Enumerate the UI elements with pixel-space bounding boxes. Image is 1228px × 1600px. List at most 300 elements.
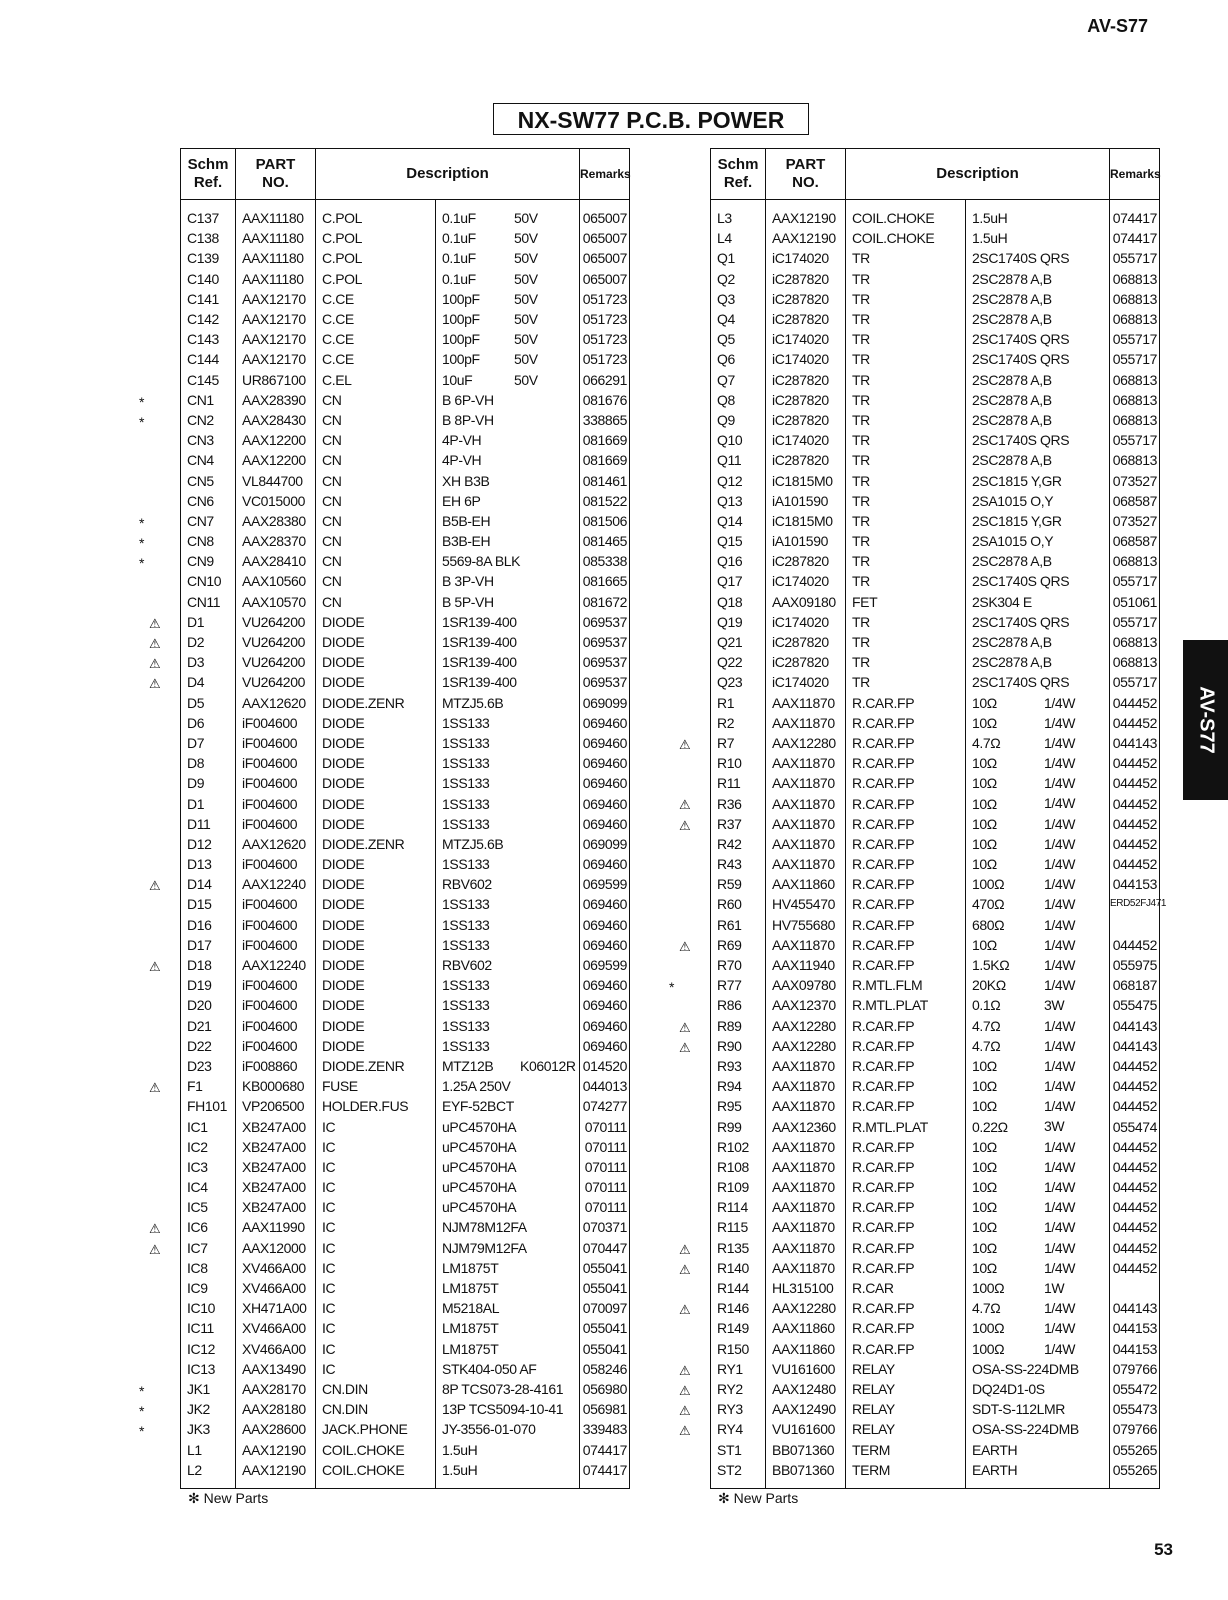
cell-remarks: 069537: [580, 612, 630, 632]
cell-description: R.CAR.FP: [846, 935, 966, 955]
cell-ref: [711, 1116, 766, 1136]
spec-text: 10Ω: [972, 1199, 997, 1216]
cell-ref: [679, 935, 766, 955]
ref-text: IC12: [187, 1340, 215, 1357]
spec-text: 1SS133: [442, 815, 490, 832]
table-row: [711, 430, 1160, 450]
cell-ref: [711, 370, 766, 390]
table-row: [711, 1217, 1160, 1237]
ref-text: Q22: [717, 654, 743, 671]
table-row: [181, 1116, 630, 1136]
rating-text: 50V: [514, 250, 538, 267]
cell-remarks: 065007: [580, 248, 630, 268]
ref-text: C139: [187, 250, 219, 267]
spec-text: 1SR139-400: [442, 654, 517, 671]
cell-part-no: iA101590: [766, 491, 846, 511]
spec-text: 100pF: [442, 331, 480, 348]
cell-description: TR: [846, 349, 966, 369]
table-row: [181, 753, 630, 773]
spec-text: 1SS133: [442, 1017, 490, 1034]
ref-text: Q8: [717, 391, 735, 408]
cell-part-no: VU264200: [236, 652, 316, 672]
cell-description: TR: [846, 531, 966, 551]
cell-description: DIODE.ZENR: [316, 834, 436, 854]
cell-spec: [966, 693, 1110, 713]
cell-remarks: 065007: [580, 269, 630, 289]
spec-text: 10Ω: [972, 1158, 997, 1175]
ref-text: IC3: [187, 1158, 208, 1175]
cell-part-no: iF004600: [236, 793, 316, 813]
ref-text: Q14: [717, 512, 743, 529]
cell-spec: [966, 1177, 1110, 1197]
cell-spec: [966, 1399, 1110, 1419]
cell-description: IC: [316, 1217, 436, 1237]
table-header: [711, 149, 1160, 200]
ref-text: D8: [187, 755, 205, 772]
table-row: [181, 773, 630, 793]
cell-spec: [436, 531, 580, 551]
spec-text: M5218AL: [442, 1300, 500, 1317]
ref-text: RY4: [717, 1421, 743, 1438]
cell-remarks: 044143: [1110, 1298, 1160, 1318]
table-row: [711, 200, 1160, 229]
table-row: [181, 693, 630, 713]
spec-text: uPC4570HA: [442, 1199, 517, 1216]
cell-remarks: 056980: [580, 1379, 630, 1399]
cell-ref: [679, 1379, 766, 1399]
cell-description: CN: [316, 531, 436, 551]
table-row: [181, 1016, 630, 1036]
cell-spec: [436, 793, 580, 813]
cell-remarks: 070111: [580, 1157, 630, 1177]
cell-description: IC: [316, 1157, 436, 1177]
cell-spec: [436, 1016, 580, 1036]
cell-ref: [181, 200, 236, 229]
cell-remarks: 055717: [1110, 329, 1160, 349]
cell-remarks: 055475: [1110, 995, 1160, 1015]
cell-ref: [181, 592, 236, 612]
cell-part-no: AAX11870: [766, 1056, 846, 1076]
cell-description: CN: [316, 551, 436, 571]
ref-text: D20: [187, 997, 212, 1014]
spec-text: 100Ω: [972, 1280, 1005, 1297]
spec-text: EH 6P: [442, 492, 481, 509]
cell-description: TR: [846, 491, 966, 511]
cell-spec: [436, 1318, 580, 1338]
cell-spec: [436, 1379, 580, 1399]
safety-warning-icon: ⚠: [149, 878, 161, 894]
spec-text: 2SK304 E: [972, 593, 1032, 610]
safety-warning-icon: ⚠: [679, 817, 691, 833]
cell-ref: [149, 1076, 236, 1096]
cell-description: COIL.CHOKE: [316, 1460, 436, 1489]
table-row: [181, 834, 630, 854]
cell-description: R.CAR.FP: [846, 854, 966, 874]
cell-part-no: AAX28430: [236, 410, 316, 430]
cell-description: RELAY: [846, 1399, 966, 1419]
cell-description: R.CAR.FP: [846, 1096, 966, 1116]
rating-text: 50V: [514, 371, 538, 388]
cell-spec: [436, 309, 580, 329]
table-row: [711, 1197, 1160, 1217]
cell-part-no: VU161600: [766, 1419, 846, 1439]
cell-ref: [679, 1016, 766, 1036]
cell-spec: [966, 672, 1110, 692]
ref-text: D16: [187, 916, 212, 933]
cell-part-no: AAX12000: [236, 1238, 316, 1258]
cell-description: CN: [316, 491, 436, 511]
cell-spec: [966, 1460, 1110, 1489]
cell-description: R.MTL.PLAT: [846, 995, 966, 1015]
ref-text: R69: [717, 936, 742, 953]
new-part-mark: *: [139, 555, 145, 572]
cell-description: C.CE: [316, 329, 436, 349]
table-row: [181, 793, 630, 813]
spec-text: MTZJ5.6B: [442, 694, 504, 711]
cell-ref: [679, 1298, 766, 1318]
table-row: [181, 975, 630, 995]
cell-remarks: 051723: [580, 289, 630, 309]
cell-description: R.CAR.FP: [846, 713, 966, 733]
cell-part-no: UR867100: [236, 370, 316, 390]
safety-warning-icon: ⚠: [679, 1423, 691, 1439]
cell-description: TR: [846, 248, 966, 268]
cell-remarks: 044153: [1110, 1318, 1160, 1338]
table-row: [711, 390, 1160, 410]
cell-description: R.CAR.FP: [846, 1217, 966, 1237]
cell-remarks: 068187: [1110, 975, 1160, 995]
cell-remarks: 070097: [580, 1298, 630, 1318]
spec-text: LM1875T: [442, 1280, 499, 1297]
table-row: [711, 793, 1160, 813]
cell-part-no: iC174020: [766, 329, 846, 349]
ref-text: JK2: [187, 1401, 210, 1418]
ref-text: R102: [717, 1138, 749, 1155]
table-row: [711, 894, 1160, 914]
spec-text: 4P-VH: [442, 432, 482, 449]
cell-part-no: AAX11870: [766, 935, 846, 955]
cell-part-no: iC174020: [766, 349, 846, 369]
rating-text: 1/4W: [1044, 1320, 1076, 1337]
table-row: [181, 511, 630, 531]
cell-part-no: AAX09780: [766, 975, 846, 995]
cell-remarks: 044452: [1110, 1137, 1160, 1157]
new-part-mark: *: [139, 1382, 145, 1399]
spec-text: 2SC2878 A,B: [972, 391, 1052, 408]
table-row: [181, 491, 630, 511]
table-row: [181, 733, 630, 753]
cell-remarks: 068813: [1110, 309, 1160, 329]
safety-warning-icon: ⚠: [679, 1261, 691, 1277]
cell-spec: [966, 511, 1110, 531]
table-row: [181, 289, 630, 309]
cell-remarks: 069460: [580, 733, 630, 753]
cell-ref: [711, 874, 766, 894]
ref-text: D22: [187, 1037, 212, 1054]
cell-part-no: AAX12190: [236, 1439, 316, 1459]
cell-ref: [711, 491, 766, 511]
cell-description: R.CAR.FP: [846, 1339, 966, 1359]
cell-part-no: AAX12240: [236, 955, 316, 975]
cell-part-no: HV755680: [766, 915, 846, 935]
cell-description: DIODE: [316, 753, 436, 773]
cell-spec: [966, 1217, 1110, 1237]
cell-remarks: 081669: [580, 450, 630, 470]
cell-description: R.MTL.PLAT: [846, 1116, 966, 1136]
cell-ref: [181, 248, 236, 268]
cell-spec: [966, 935, 1110, 955]
cell-description: R.CAR.FP: [846, 1298, 966, 1318]
cell-spec: [966, 1339, 1110, 1359]
spec-text: 4.7Ω: [972, 1017, 1001, 1034]
spec-text: NJM78M12FA: [442, 1219, 527, 1236]
table-row: [711, 511, 1160, 531]
table-row: [181, 995, 630, 1015]
ref-text: D1: [187, 613, 205, 630]
spec-text: 2SC2878 A,B: [972, 634, 1052, 651]
cell-description: IC: [316, 1116, 436, 1136]
cell-spec: [966, 632, 1110, 652]
table-row: [181, 592, 630, 612]
table-row: [181, 814, 630, 834]
table-row: [711, 874, 1160, 894]
cell-ref: [711, 571, 766, 591]
rating-text: 50V: [514, 310, 538, 327]
cell-spec: [436, 652, 580, 672]
cell-part-no: AAX12480: [766, 1379, 846, 1399]
rating-text: 50V: [514, 351, 538, 368]
cell-ref: [181, 854, 236, 874]
spec-text: STK404-050 AF: [442, 1360, 537, 1377]
cell-part-no: AAX11860: [766, 1318, 846, 1338]
cell-part-no: VU161600: [766, 1359, 846, 1379]
spec-text: 2SC1740S QRS: [972, 573, 1070, 590]
cell-description: TR: [846, 450, 966, 470]
cell-ref: [139, 1379, 236, 1399]
cell-ref: [181, 1116, 236, 1136]
cell-spec: [966, 612, 1110, 632]
spec-text: 2SC1740S QRS: [972, 674, 1070, 691]
cell-ref: [679, 814, 766, 834]
spec-text: XH B3B: [442, 472, 490, 489]
cell-remarks: 069460: [580, 854, 630, 874]
cell-description: TR: [846, 551, 966, 571]
cell-part-no: AAX11180: [236, 248, 316, 268]
cell-remarks: 044153: [1110, 874, 1160, 894]
cell-description: IC: [316, 1197, 436, 1217]
cell-remarks: 055265: [1110, 1460, 1160, 1489]
cell-spec: [966, 1379, 1110, 1399]
cell-spec: [966, 1258, 1110, 1278]
cell-part-no: AAX12190: [236, 1460, 316, 1489]
cell-remarks: 069537: [580, 672, 630, 692]
cell-remarks: 073527: [1110, 511, 1160, 531]
rating-text: 1W: [1044, 1279, 1065, 1296]
cell-remarks: 044452: [1110, 1217, 1160, 1237]
cell-ref: [149, 955, 236, 975]
cell-spec: [436, 1419, 580, 1439]
cell-remarks: 069537: [580, 652, 630, 672]
cell-ref: [711, 1177, 766, 1197]
table-row: [711, 1419, 1160, 1439]
cell-remarks: 055473: [1110, 1399, 1160, 1419]
cell-spec: [436, 1258, 580, 1278]
ref-text: D3: [187, 654, 205, 671]
table-row: [181, 1399, 630, 1419]
table-row: [711, 1036, 1160, 1056]
table-row: [711, 753, 1160, 773]
cell-remarks: 055717: [1110, 349, 1160, 369]
table-row: [181, 612, 630, 632]
ref-text: D9: [187, 775, 205, 792]
cell-remarks: 070111: [580, 1116, 630, 1136]
table-row: [181, 1036, 630, 1056]
cell-spec: [436, 975, 580, 995]
spec-text: 100pF: [442, 311, 480, 328]
ref-text: IC10: [187, 1300, 215, 1317]
new-part-mark: *: [139, 1403, 145, 1420]
spec-text: 1.5uH: [442, 1461, 478, 1478]
cell-spec: [966, 995, 1110, 1015]
ref-text: Q11: [717, 452, 742, 469]
cell-description: C.CE: [316, 289, 436, 309]
ref-text: R95: [717, 1098, 742, 1115]
cell-spec: [966, 228, 1110, 248]
cell-description: JACK.PHONE: [316, 1419, 436, 1439]
ref-text: Q18: [717, 593, 743, 610]
spec-text: 10Ω: [972, 1098, 997, 1115]
table-row: [181, 410, 630, 430]
cell-remarks: 055975: [1110, 955, 1160, 975]
cell-spec: [436, 592, 580, 612]
ref-text: Q1: [717, 250, 735, 267]
cell-ref: [711, 854, 766, 874]
ref-text: C138: [187, 230, 219, 247]
spec-text: NJM79M12FA: [442, 1239, 527, 1256]
cell-ref: [149, 672, 236, 692]
spec-text: DQ24D1-0S: [972, 1380, 1045, 1397]
rating-text: 1/4W: [1044, 1300, 1076, 1317]
cell-part-no: VL844700: [236, 470, 316, 490]
cell-description: DIODE: [316, 874, 436, 894]
cell-spec: [436, 1238, 580, 1258]
cell-remarks: 081465: [580, 531, 630, 551]
table-row: [711, 228, 1160, 248]
cell-part-no: AAX11870: [766, 753, 846, 773]
cell-ref: [711, 915, 766, 935]
cell-ref: [181, 733, 236, 753]
ref-text: R140: [717, 1259, 749, 1276]
cell-description: CN: [316, 511, 436, 531]
table-row: [181, 632, 630, 652]
cell-description: TR: [846, 329, 966, 349]
cell-spec: [436, 1076, 580, 1096]
cell-description: R.CAR.FP: [846, 1056, 966, 1076]
ref-text: R135: [717, 1239, 749, 1256]
cell-remarks: 044452: [1110, 1238, 1160, 1258]
cell-part-no: AAX11870: [766, 1197, 846, 1217]
model-header: AV-S77: [1087, 16, 1148, 36]
ref-text: C145: [187, 371, 219, 388]
cell-part-no: AAX11180: [236, 228, 316, 248]
ref-text: D12: [187, 835, 212, 852]
spec-text: LM1875T: [442, 1320, 499, 1337]
cell-ref: [181, 491, 236, 511]
cell-description: TR: [846, 652, 966, 672]
cell-ref: [139, 531, 236, 551]
table-row: [711, 269, 1160, 289]
cell-remarks: 069460: [580, 894, 630, 914]
cell-description: TERM: [846, 1460, 966, 1489]
cell-description: C.CE: [316, 309, 436, 329]
cell-part-no: XV466A00: [236, 1318, 316, 1338]
ref-text: R43: [717, 856, 742, 873]
spec-text: 2SC2878 A,B: [972, 290, 1052, 307]
cell-remarks: 081506: [580, 511, 630, 531]
cell-spec: [436, 410, 580, 430]
cell-description: IC: [316, 1318, 436, 1338]
cell-description: IC: [316, 1177, 436, 1197]
table-row: [711, 935, 1160, 955]
cell-remarks: 058246: [580, 1359, 630, 1379]
ref-text: IC11: [187, 1320, 214, 1337]
cell-spec: [966, 975, 1110, 995]
cell-part-no: AAX11870: [766, 1076, 846, 1096]
cell-spec: [966, 1157, 1110, 1177]
cell-description: IC: [316, 1359, 436, 1379]
cell-description: R.CAR: [846, 1278, 966, 1298]
cell-spec: [436, 470, 580, 490]
spec-text: 10Ω: [972, 1219, 997, 1236]
cell-part-no: AAX11860: [766, 1339, 846, 1359]
cell-description: CN: [316, 390, 436, 410]
cell-remarks: 069099: [580, 693, 630, 713]
cell-spec: [966, 1238, 1110, 1258]
table-row: [181, 1056, 630, 1076]
cell-remarks: 044452: [1110, 854, 1160, 874]
cell-ref: [679, 1036, 766, 1056]
cell-ref: [181, 329, 236, 349]
table-row: [711, 693, 1160, 713]
ref-text: IC4: [187, 1179, 208, 1196]
table-row: [711, 470, 1160, 490]
cell-remarks: 044452: [1110, 1076, 1160, 1096]
cell-part-no: AAX11870: [766, 713, 846, 733]
spec-text: 1SS133: [442, 795, 490, 812]
table-row: [181, 1177, 630, 1197]
cell-remarks: 055041: [580, 1339, 630, 1359]
cell-ref: [181, 1016, 236, 1036]
cell-description: DIODE: [316, 713, 436, 733]
cell-spec: [436, 1177, 580, 1197]
ref-text: RY2: [717, 1380, 743, 1397]
cell-spec: [436, 995, 580, 1015]
cell-ref: [711, 410, 766, 430]
cell-description: DIODE: [316, 672, 436, 692]
spec-text: 0.1uF: [442, 250, 476, 267]
cell-remarks: 069599: [580, 874, 630, 894]
cell-spec: [966, 1197, 1110, 1217]
cell-spec: [966, 329, 1110, 349]
table-row: [711, 1318, 1160, 1338]
cell-part-no: XB247A00: [236, 1197, 316, 1217]
spec-text: 100Ω: [972, 1340, 1005, 1357]
table-row: [181, 1339, 630, 1359]
cell-spec: [966, 370, 1110, 390]
rating-text: 1/4W: [1044, 1259, 1076, 1276]
ref-text: C137: [187, 210, 219, 227]
cell-spec: [436, 1157, 580, 1177]
